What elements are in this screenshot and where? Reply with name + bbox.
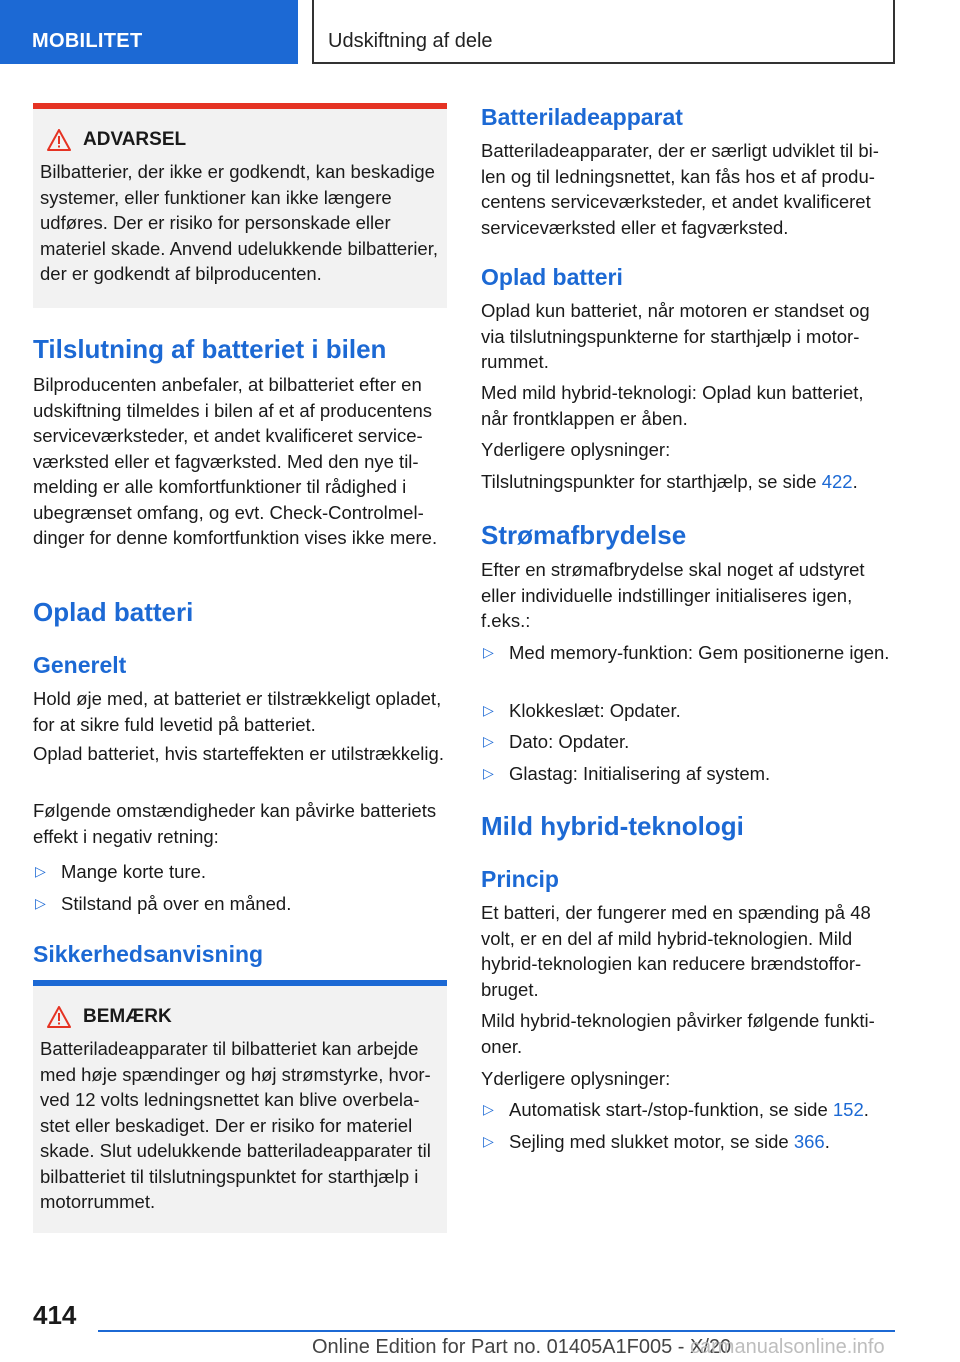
triangle-bullet-icon: ▷ (483, 702, 494, 718)
list-item-text: Glastag: Initialisering af system. (509, 763, 771, 784)
list-item (481, 729, 895, 755)
triangle-bullet-icon: ▷ (35, 895, 46, 911)
note-box (33, 980, 447, 1233)
warning-triangle-icon (47, 1006, 71, 1028)
heading-general: Generelt (33, 652, 127, 678)
paragraph-charge-3: Yderligere oplysninger: (481, 439, 671, 460)
heading-charge-battery-left: Oplad batteri (33, 597, 194, 627)
triangle-bullet-icon: ▷ (483, 765, 494, 781)
list-item-text: Stilstand på over en måned. (61, 893, 292, 914)
footer-edition: Online Edition for Part no. 01405A1F005 - X/20 (312, 1336, 732, 1358)
list-item-text: Sejling med slukket motor, se side (509, 1131, 794, 1152)
paragraph-principle-1: Et batteri, der fungerer med en spænding på 48 volt, er en del af mild hybrid-teknologien. Mild hybrid-teknologien kan reducere brændstofforbruget. (481, 902, 871, 1000)
note-header (47, 1004, 439, 1030)
paragraph-charge-4-text: Tilslutningspunkter for starthjælp, se side (481, 471, 822, 492)
list-item (481, 698, 895, 724)
triangle-bullet-icon: ▷ (483, 644, 494, 660)
list-item-text: Med memory-funktion: Gem positionerne igen. (509, 642, 890, 663)
warning-triangle-icon (47, 129, 71, 151)
page-number: 414 (33, 1300, 77, 1330)
heading-connect-battery: Tilslutning af batteriet i bilen (33, 334, 387, 364)
list-item-text: Automatisk start-/stop-funktion, se side (509, 1099, 833, 1120)
triangle-bullet-icon: ▷ (483, 733, 494, 749)
note-text: Batteriladeapparater til bilbatteriet kan arbejde med høje spændinger og høj strømstyrke, hvorved 12 volts ledningsnettet kan blive overbelastet eller beskadiget. Der er risiko for materiel skade. Slut udelukkende batteriladeapparater til bilbatteriet til tilslutningspunktet for starthjælp i motorrummet. (40, 1038, 431, 1212)
paragraph-principle-2: Mild hybrid-teknologien påvirker følgende funktioner. (481, 1010, 875, 1057)
paragraph-charge-1: Oplad kun batteriet, når motoren er standset og via tilslutningspunkterne for starthjælp i motorrummet. (481, 300, 870, 372)
list-item (33, 891, 447, 917)
paragraph-power-interruption: Efter en strømafbrydelse skal noget af udstyret eller individuelle indstillinger initialiseres igen, f.eks.: (481, 559, 865, 631)
chapter-title: Udskiftning af dele (312, 0, 895, 64)
triangle-bullet-icon: ▷ (483, 1133, 494, 1149)
heading-battery-charger: Batteriladeapparat (481, 104, 683, 130)
heading-safety: Sikkerhedsanvisning (33, 941, 264, 967)
list-item-text: Mange korte ture. (61, 861, 206, 882)
list-item (33, 859, 447, 885)
period: . (824, 1131, 830, 1152)
warning-header (47, 127, 439, 153)
heading-power-interruption: Strømafbrydelse (481, 520, 687, 550)
watermark: carmanualsonline.info (690, 1336, 885, 1358)
paragraph-battery-charger: Batteriladeapparater, der er særligt udviklet til bilen og til ledningsnettet, kan fås hos et af producentens serviceværksteder, et andet kvalificeret serviceværksted eller et fagværksted. (481, 140, 879, 238)
paragraph-charge-2: Med mild hybrid-teknologi: Oplad kun batteriet, når frontklappen er åben. (481, 382, 864, 429)
heading-charge-battery-right: Oplad batteri (481, 264, 623, 290)
list-item-text: Klokkeslæt: Opdater. (509, 700, 681, 721)
list-item (481, 1097, 909, 1123)
paragraph-charge-4 (481, 469, 895, 495)
paragraph-general-2: Oplad batteriet, hvis starteffekten er utilstrækkelig. (33, 743, 444, 764)
list-item-text: Dato: Opdater. (509, 731, 630, 752)
footer-divider (98, 1330, 895, 1332)
period: . (863, 1099, 869, 1120)
triangle-bullet-icon: ▷ (35, 863, 46, 879)
list-item (481, 640, 895, 666)
heading-principle: Princip (481, 866, 559, 892)
paragraph-general-3: Følgende omstændigheder kan påvirke batteriets effekt i negativ retning: (33, 800, 437, 847)
page-link-152[interactable]: 152 (832, 1099, 864, 1120)
list-item (481, 761, 895, 787)
paragraph-connect-battery: Bilproducenten anbefaler, at bilbatteriet efter en udskiftning tilmeldes i bilen af et af producentens serviceværksteder, et andet kvalificeret serviceværksted eller et fagværksted. Med den nye tilmelding er alle komfortfunktioner til rådighed i ubegrænset omfang, og evt. Check-Controlmeldinger for denne komfortfunktion vises ikke mere. (33, 374, 438, 548)
section-tab: MOBILITET (0, 0, 298, 64)
page-link-422[interactable]: 422 (821, 471, 853, 492)
heading-mild-hybrid: Mild hybrid-teknologi (481, 811, 744, 841)
paragraph-general-1: Hold øje med, at batteriet er tilstrækkeligt opladet, for at sikre fuld levetid på batteriet. (33, 688, 442, 735)
warning-title: ADVARSEL (83, 129, 187, 150)
warning-text: Bilbatterier, der ikke er godkendt, kan beskadige systemer, eller funktioner kan ikke længere udføres. Der er risiko for personskade eller materiel skade. Anvend udelukkende bilbatterier, der er godkendt af bilproducenten. (40, 161, 439, 284)
paragraph-principle-3: Yderligere oplysninger: (481, 1068, 671, 1089)
note-title: BEMÆRK (83, 1006, 172, 1027)
page-link-366[interactable]: 366 (793, 1131, 825, 1152)
period: . (852, 471, 858, 492)
list-item (481, 1129, 909, 1155)
triangle-bullet-icon: ▷ (483, 1101, 494, 1117)
warning-box (33, 103, 447, 308)
